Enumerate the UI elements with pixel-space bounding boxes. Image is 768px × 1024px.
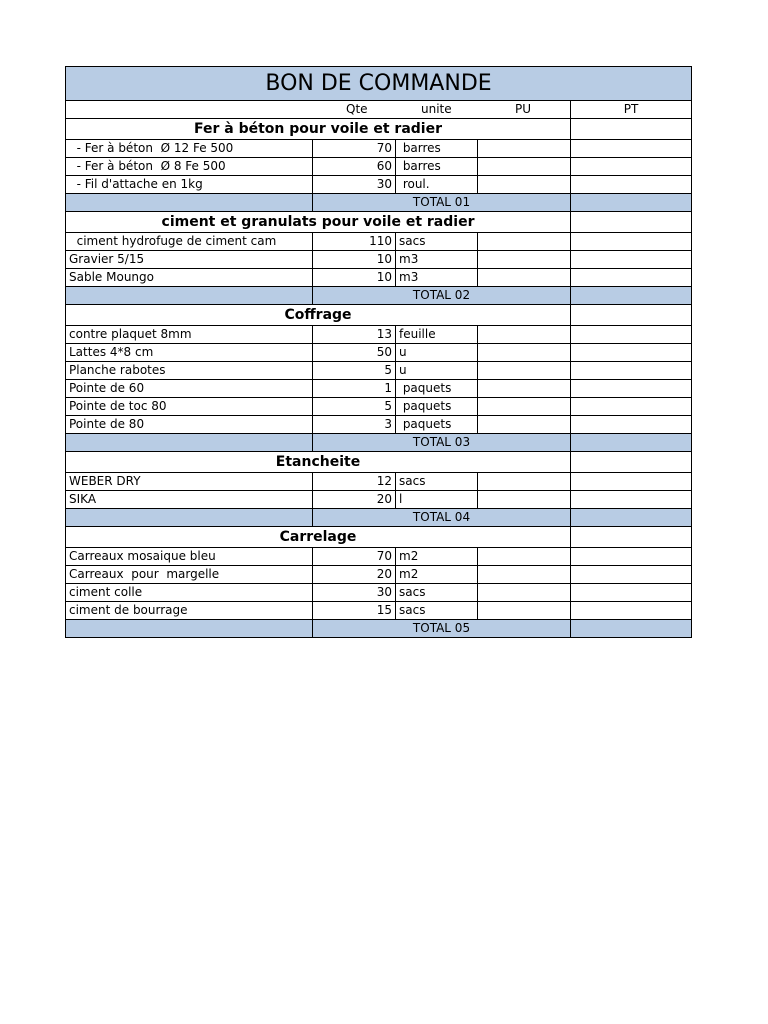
item-qte: 12 bbox=[313, 473, 396, 491]
item-qte: 70 bbox=[313, 140, 396, 158]
item-designation: WEBER DRY bbox=[66, 473, 313, 491]
item-pu bbox=[478, 380, 571, 398]
item-designation: - Fil d'attache en 1kg bbox=[66, 176, 313, 194]
item-qte: 1 bbox=[313, 380, 396, 398]
total-label: TOTAL 03 bbox=[313, 434, 571, 452]
item-unite: sacs bbox=[396, 473, 478, 491]
section-title: Coffrage bbox=[66, 305, 571, 326]
order-table bbox=[65, 66, 692, 638]
item-qte: 3 bbox=[313, 416, 396, 434]
item-designation: contre plaquet 8mm bbox=[66, 326, 313, 344]
total-label: TOTAL 01 bbox=[313, 194, 571, 212]
item-designation: ciment colle bbox=[66, 584, 313, 602]
item-unite: sacs bbox=[396, 233, 478, 251]
item-pt bbox=[571, 251, 692, 269]
item-qte: 50 bbox=[313, 344, 396, 362]
section-header-row bbox=[66, 305, 692, 326]
section-pt-cell bbox=[571, 452, 692, 473]
section-title: Carrelage bbox=[66, 527, 571, 548]
item-qte: 5 bbox=[313, 362, 396, 380]
header-cell bbox=[66, 101, 571, 119]
total-pt bbox=[571, 509, 692, 527]
item-qte: 20 bbox=[313, 491, 396, 509]
item-unite: sacs bbox=[396, 584, 478, 602]
item-row bbox=[66, 176, 692, 194]
total-row bbox=[66, 194, 692, 212]
item-row bbox=[66, 602, 692, 620]
section-header-row bbox=[66, 452, 692, 473]
item-pt bbox=[571, 140, 692, 158]
item-designation: Pointe de 60 bbox=[66, 380, 313, 398]
item-pu bbox=[478, 140, 571, 158]
item-row bbox=[66, 473, 692, 491]
section-pt-cell bbox=[571, 119, 692, 140]
item-pt bbox=[571, 362, 692, 380]
item-unite: paquets bbox=[396, 416, 478, 434]
item-row bbox=[66, 326, 692, 344]
item-designation: Sable Moungo bbox=[66, 269, 313, 287]
total-row bbox=[66, 287, 692, 305]
item-unite: roul. bbox=[396, 176, 478, 194]
item-pt bbox=[571, 233, 692, 251]
item-row bbox=[66, 548, 692, 566]
item-row bbox=[66, 398, 692, 416]
total-spacer bbox=[66, 194, 313, 212]
total-pt bbox=[571, 194, 692, 212]
item-pu bbox=[478, 362, 571, 380]
header-pu: PU bbox=[515, 102, 532, 116]
item-row bbox=[66, 416, 692, 434]
total-label: TOTAL 02 bbox=[313, 287, 571, 305]
item-pt bbox=[571, 548, 692, 566]
item-pt bbox=[571, 344, 692, 362]
item-pt bbox=[571, 380, 692, 398]
item-pu bbox=[478, 473, 571, 491]
item-unite: u bbox=[396, 362, 478, 380]
item-qte: 20 bbox=[313, 566, 396, 584]
item-designation: Carreaux mosaique bleu bbox=[66, 548, 313, 566]
item-designation: - Fer à béton Ø 12 Fe 500 bbox=[66, 140, 313, 158]
item-qte: 10 bbox=[313, 269, 396, 287]
item-qte: 15 bbox=[313, 602, 396, 620]
item-row bbox=[66, 269, 692, 287]
order-table-body bbox=[66, 67, 692, 638]
item-pu bbox=[478, 326, 571, 344]
item-qte: 60 bbox=[313, 158, 396, 176]
item-pu bbox=[478, 233, 571, 251]
total-row bbox=[66, 509, 692, 527]
section-title: Etancheite bbox=[66, 452, 571, 473]
total-pt bbox=[571, 620, 692, 638]
title-row bbox=[66, 67, 692, 101]
total-row bbox=[66, 620, 692, 638]
item-unite: m3 bbox=[396, 251, 478, 269]
item-pt bbox=[571, 176, 692, 194]
total-spacer bbox=[66, 434, 313, 452]
item-designation: - Fer à béton Ø 8 Fe 500 bbox=[66, 158, 313, 176]
item-designation: Pointe de toc 80 bbox=[66, 398, 313, 416]
item-designation: ciment hydrofuge de ciment cam bbox=[66, 233, 313, 251]
item-pt bbox=[571, 602, 692, 620]
item-designation: Gravier 5/15 bbox=[66, 251, 313, 269]
column-header-row bbox=[66, 101, 692, 119]
total-row bbox=[66, 434, 692, 452]
header-qte: Qte bbox=[346, 102, 368, 116]
item-pu bbox=[478, 566, 571, 584]
item-pt bbox=[571, 158, 692, 176]
section-header-row bbox=[66, 527, 692, 548]
item-row bbox=[66, 362, 692, 380]
item-qte: 30 bbox=[313, 176, 396, 194]
item-qte: 13 bbox=[313, 326, 396, 344]
total-spacer bbox=[66, 620, 313, 638]
total-pt bbox=[571, 434, 692, 452]
item-unite: barres bbox=[396, 158, 478, 176]
total-label: TOTAL 05 bbox=[313, 620, 571, 638]
header-labels bbox=[69, 101, 567, 118]
item-pu bbox=[478, 491, 571, 509]
item-row bbox=[66, 158, 692, 176]
total-label: TOTAL 04 bbox=[313, 509, 571, 527]
section-title: Fer à béton pour voile et radier bbox=[66, 119, 571, 140]
item-pt bbox=[571, 326, 692, 344]
item-unite: m3 bbox=[396, 269, 478, 287]
item-pu bbox=[478, 251, 571, 269]
item-pt bbox=[571, 584, 692, 602]
total-spacer bbox=[66, 287, 313, 305]
item-pu bbox=[478, 269, 571, 287]
item-row bbox=[66, 584, 692, 602]
item-pu bbox=[478, 344, 571, 362]
section-header-row bbox=[66, 119, 692, 140]
item-unite: barres bbox=[396, 140, 478, 158]
header-unite: unite bbox=[421, 102, 452, 116]
item-row bbox=[66, 380, 692, 398]
item-designation: Pointe de 80 bbox=[66, 416, 313, 434]
item-pt bbox=[571, 398, 692, 416]
item-qte: 110 bbox=[313, 233, 396, 251]
item-qte: 30 bbox=[313, 584, 396, 602]
item-row bbox=[66, 233, 692, 251]
item-designation: Carreaux pour margelle bbox=[66, 566, 313, 584]
item-designation: SIKA bbox=[66, 491, 313, 509]
item-unite: sacs bbox=[396, 602, 478, 620]
item-qte: 70 bbox=[313, 548, 396, 566]
item-qte: 10 bbox=[313, 251, 396, 269]
item-pt bbox=[571, 416, 692, 434]
section-pt-cell bbox=[571, 212, 692, 233]
item-pu bbox=[478, 548, 571, 566]
item-pu bbox=[478, 584, 571, 602]
item-pt bbox=[571, 491, 692, 509]
item-unite: u bbox=[396, 344, 478, 362]
section-pt-cell bbox=[571, 305, 692, 326]
item-pt bbox=[571, 566, 692, 584]
item-pu bbox=[478, 158, 571, 176]
item-unite: l bbox=[396, 491, 478, 509]
total-pt bbox=[571, 287, 692, 305]
item-pt bbox=[571, 269, 692, 287]
item-pu bbox=[478, 176, 571, 194]
document-title: BON DE COMMANDE bbox=[66, 67, 692, 101]
item-row bbox=[66, 344, 692, 362]
item-unite: m2 bbox=[396, 566, 478, 584]
item-designation: ciment de bourrage bbox=[66, 602, 313, 620]
item-designation: Lattes 4*8 cm bbox=[66, 344, 313, 362]
header-pt: PT bbox=[571, 101, 692, 119]
section-header-row bbox=[66, 212, 692, 233]
item-designation: Planche rabotes bbox=[66, 362, 313, 380]
item-unite: paquets bbox=[396, 380, 478, 398]
total-spacer bbox=[66, 509, 313, 527]
item-row bbox=[66, 251, 692, 269]
item-unite: paquets bbox=[396, 398, 478, 416]
item-qte: 5 bbox=[313, 398, 396, 416]
item-pu bbox=[478, 416, 571, 434]
item-row bbox=[66, 566, 692, 584]
section-pt-cell bbox=[571, 527, 692, 548]
item-pt bbox=[571, 473, 692, 491]
item-row bbox=[66, 491, 692, 509]
section-title: ciment et granulats pour voile et radier bbox=[66, 212, 571, 233]
item-pu bbox=[478, 602, 571, 620]
item-unite: feuille bbox=[396, 326, 478, 344]
item-row bbox=[66, 140, 692, 158]
item-unite: m2 bbox=[396, 548, 478, 566]
item-pu bbox=[478, 398, 571, 416]
